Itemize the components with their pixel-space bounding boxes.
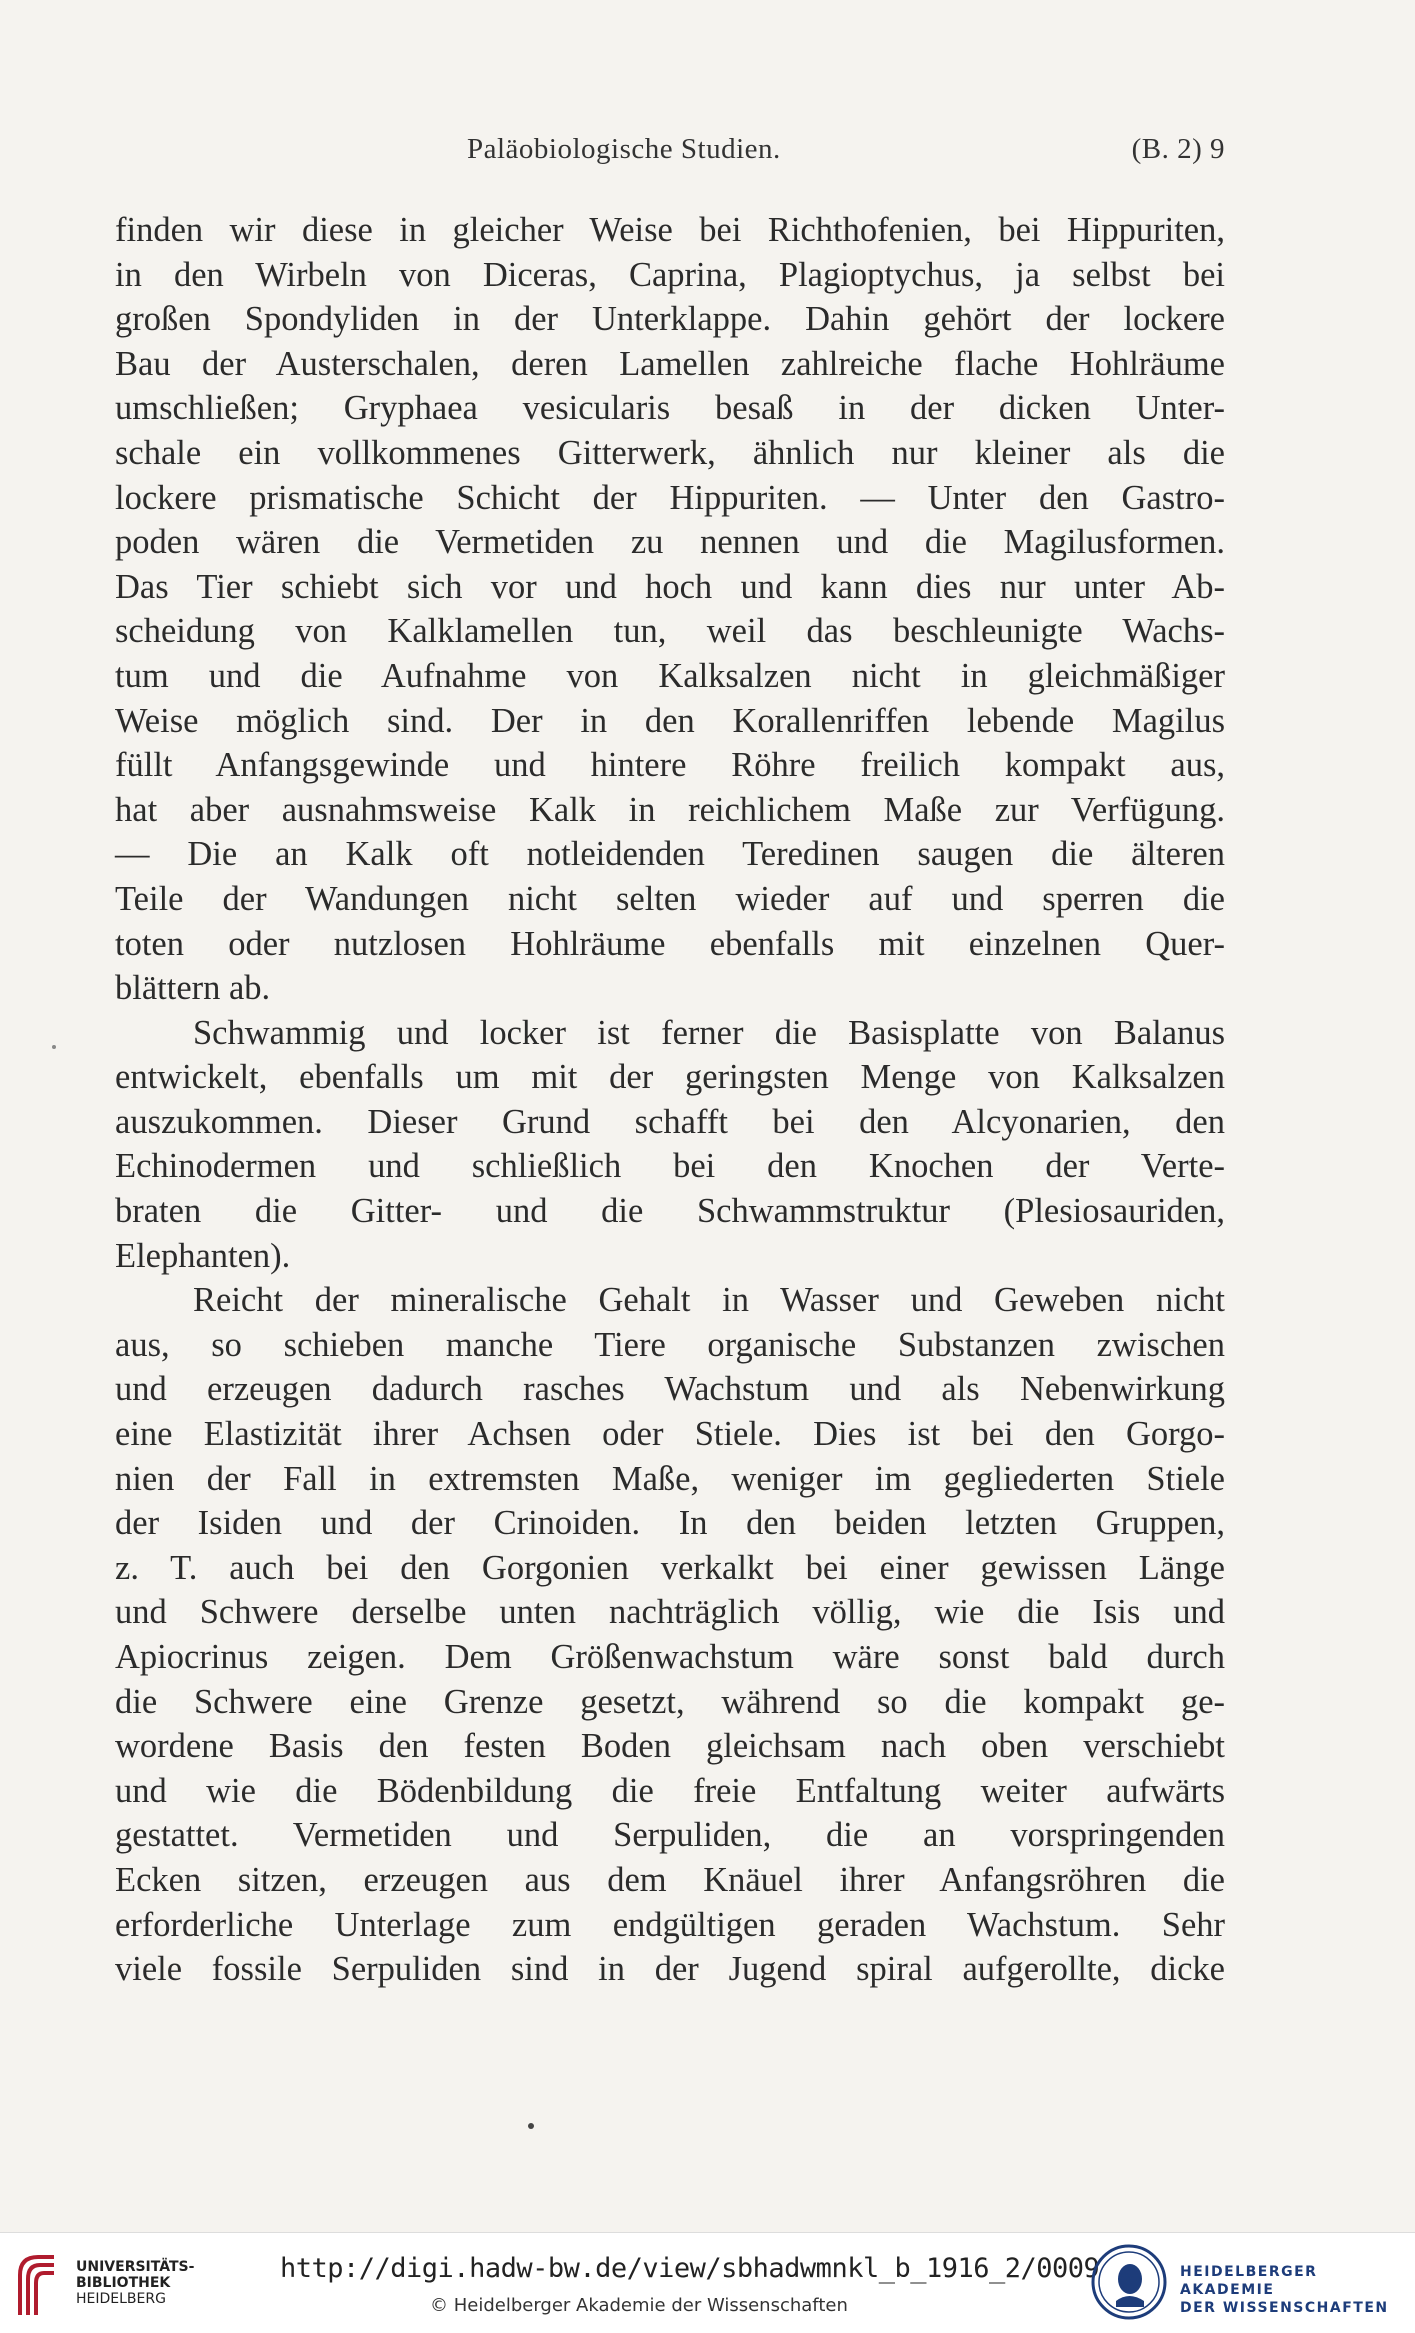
text-line: scheidung von Kalklamellen tun, weil das beschleunigte Wachs-: [115, 612, 1225, 651]
body-text: [115, 208, 1225, 1992]
text-line: auszukommen. Dieser Grund schafft bei den Alcyonarien, den: [115, 1102, 1225, 1141]
text-line: — Die an Kalk oft notleidenden Teredinen saugen die älteren: [115, 835, 1225, 874]
text-line: in den Wirbeln von Diceras, Caprina, Plagioptychus, ja selbst bei: [115, 255, 1225, 294]
text-line: erforderliche Unterlage zum endgültigen geraden Wachstum. Sehr: [115, 1905, 1225, 1944]
text-line: aus, so schieben manche Tiere organische Substanzen zwischen: [115, 1325, 1225, 1364]
text-line: z. T. auch bei den Gorgonien verkalkt bei einer gewissen Länge: [115, 1548, 1225, 1587]
footer-bar: [0, 2232, 1415, 2333]
library-line-1: UNIVERSITÄTS-: [76, 2259, 195, 2275]
text-line: und wie die Bödenbildung die freie Entfaltung weiter aufwärts: [115, 1771, 1225, 1810]
text-line: füllt Anfangsgewinde und hintere Röhre freilich kompakt aus,: [115, 746, 1225, 785]
text-line: der Isiden und der Crinoiden. In den beiden letzten Gruppen,: [115, 1504, 1225, 1543]
page-number: (B. 2) 9: [1131, 133, 1225, 165]
text-line: Schwammig und locker ist ferner die Basisplatte von Balanus: [193, 1013, 1225, 1052]
text-line: entwickelt, ebenfalls um mit der geringsten Menge von Kalksalzen: [115, 1058, 1225, 1097]
academy-name: [1180, 2263, 1415, 2317]
library-name: [76, 2259, 194, 2307]
text-line: poden wären die Vermetiden zu nennen und die Magilusformen.: [115, 523, 1225, 562]
text-line: Apiocrinus zeigen. Dem Größenwachstum wäre sonst bald durch: [115, 1638, 1225, 1676]
text-line: Teile der Wandungen nicht selten wieder auf und sperren die: [115, 879, 1225, 918]
running-head-title: Paläobiologische Studien.: [467, 133, 781, 165]
text-line: die Schwere eine Grenze gesetzt, während so die kompakt ge-: [115, 1682, 1225, 1721]
text-line: wordene Basis den festen Boden gleichsam nach oben verschiebt: [115, 1727, 1225, 1766]
text-line: Weise möglich sind. Der in den Korallenriffen lebende Magilus: [115, 701, 1225, 740]
text-line: Echinodermen und schließlich bei den Knochen der Verte-: [115, 1147, 1225, 1186]
text-line: hat aber ausnahmsweise Kalk in reichlichem Maße zur Verfügung.: [115, 790, 1225, 829]
page-dot: [528, 2123, 534, 2129]
academy-line-1: HEIDELBERGER AKADEMIE: [1180, 2264, 1318, 2298]
text-line: lockere prismatische Schicht der Hippuriten. — Unter den Gastro-: [115, 478, 1225, 517]
text-line: Bau der Austerschalen, deren Lamellen zahlreiche flache Hohlräume: [115, 344, 1225, 383]
text-line: schale ein vollkommenes Gitterwerk, ähnlich nur kleiner als die: [115, 433, 1225, 472]
text-line: großen Spondyliden in der Unterklappe. Dahin gehört der lockere: [115, 300, 1225, 339]
text-line: Ecken sitzen, erzeugen aus dem Knäuel ihrer Anfangsröhren die: [115, 1860, 1225, 1899]
text-line: eine Elastizität ihrer Achsen oder Stiele. Dies ist bei den Gorgo-: [115, 1415, 1225, 1454]
text-line: Das Tier schiebt sich vor und hoch und kann dies nur unter Ab-: [115, 567, 1225, 606]
text-line: und erzeugen dadurch rasches Wachstum und als Nebenwirkung: [115, 1370, 1225, 1409]
text-line: toten oder nutzlosen Hohlräume ebenfalls mit einzelnen Quer-: [115, 924, 1225, 963]
permalink-url[interactable]: http://digi.hadw-bw.de/view/sbhadwmnkl_b_1916_2/0009: [280, 2253, 1100, 2284]
text-line: nien der Fall in extremsten Maße, weniger im gegliederten Stiele: [115, 1459, 1225, 1498]
academy-line-2: DER WISSENSCHAFTEN: [1180, 2300, 1389, 2316]
text-line: braten die Gitter- und die Schwammstruktur (Plesiosauriden,: [115, 1192, 1225, 1231]
library-line-2: BIBLIOTHEK: [76, 2275, 171, 2291]
text-line: tum und die Aufnahme von Kalksalzen nicht in gleichmäßiger: [115, 656, 1225, 695]
margin-mark: [52, 1045, 56, 1049]
text-line: blättern ab.: [115, 969, 271, 1008]
library-line-3: HEIDELBERG: [76, 2291, 166, 2307]
text-line: finden wir diese in gleicher Weise bei Richthofenien, bei Hippuriten,: [115, 211, 1225, 249]
text-line: umschließen; Gryphaea vesicularis besaß in der dicken Unter-: [115, 389, 1225, 428]
ub-heidelberg-logo-icon: [14, 2245, 60, 2321]
text-line: und Schwere derselbe unten nachträglich völlig, wie die Isis und: [115, 1593, 1225, 1632]
academy-seal-icon: [1090, 2243, 1168, 2321]
copyright-notice: © Heidelberger Akademie der Wissenschaften: [430, 2295, 848, 2316]
text-line: Elephanten).: [115, 1236, 291, 1275]
text-line: gestattet. Vermetiden und Serpuliden, die an vorspringenden: [115, 1816, 1225, 1855]
text-line: Reicht der mineralische Gehalt in Wasser und Geweben nicht: [193, 1281, 1225, 1320]
text-line: viele fossile Serpuliden sind in der Jugend spiral aufgerollte, dicke: [115, 1950, 1225, 1989]
